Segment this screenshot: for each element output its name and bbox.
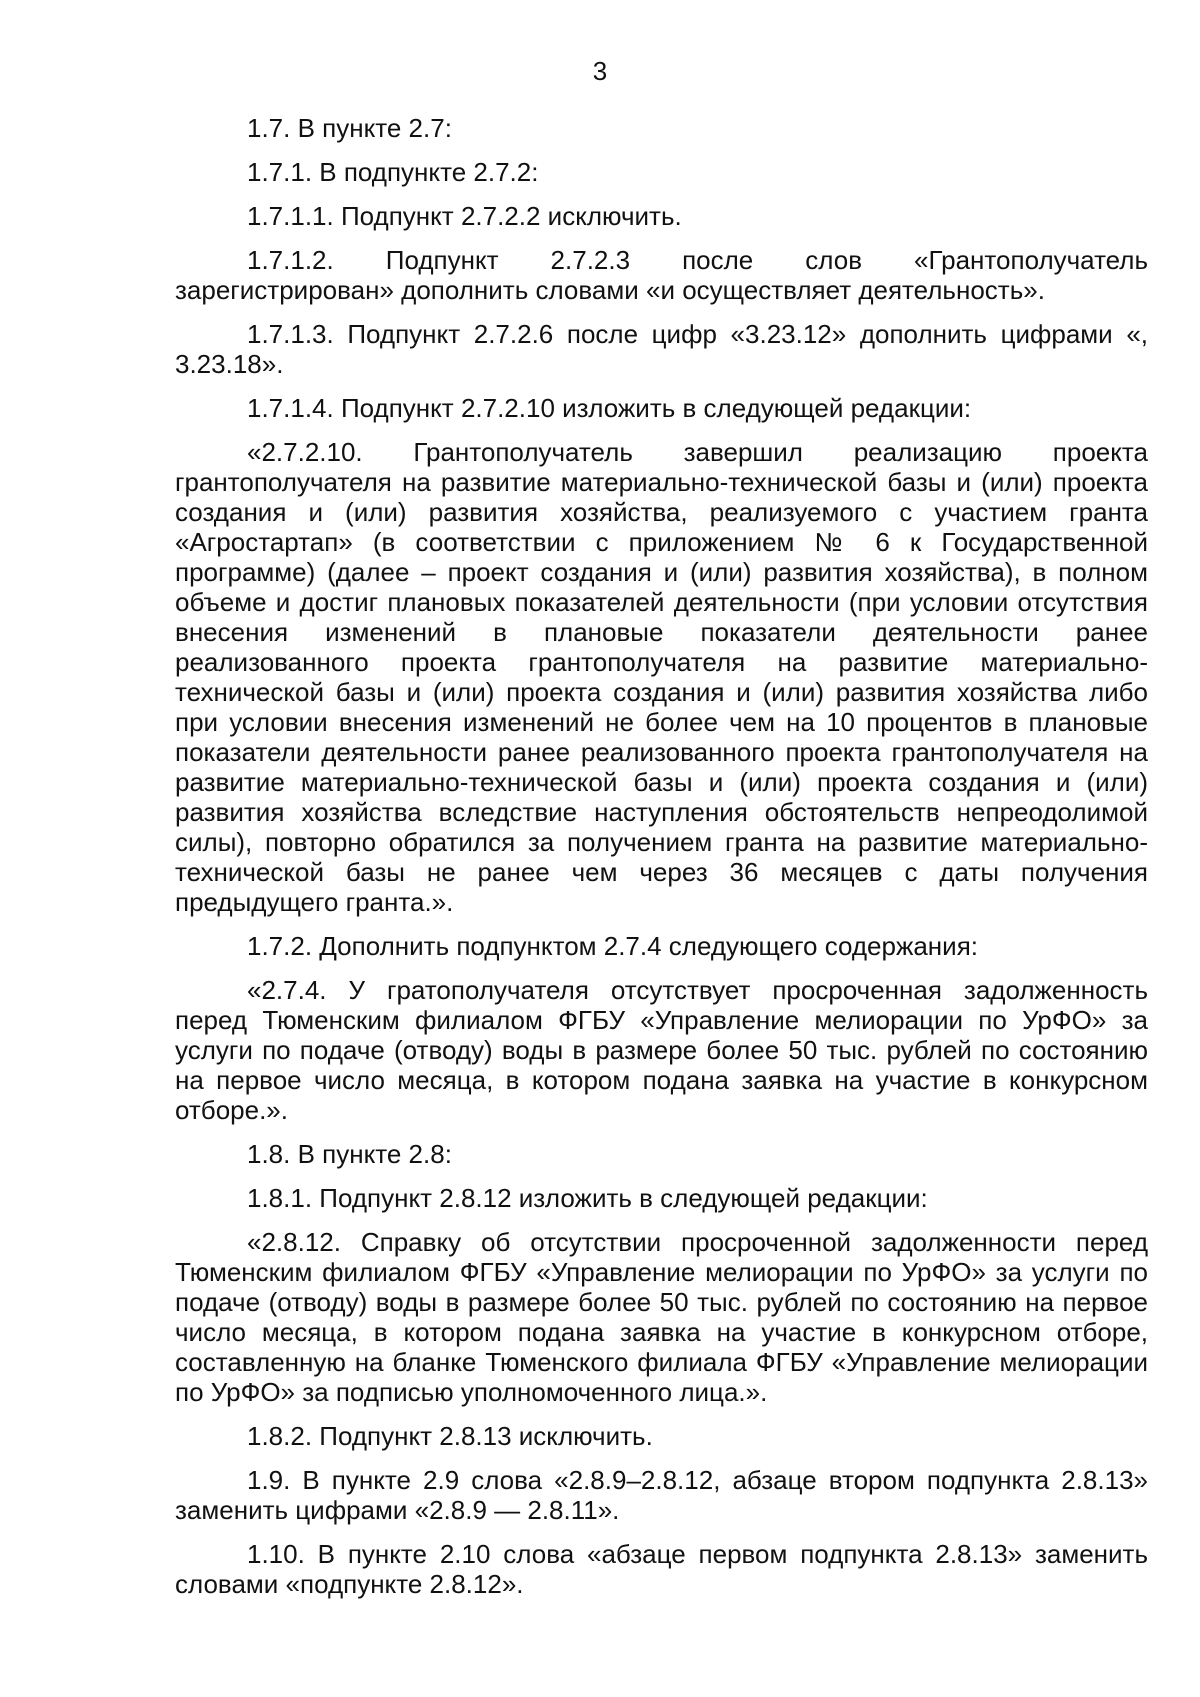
page-number: 3 — [592, 56, 608, 86]
paragraph-1-7-1-1: 1.7.1.1. Подпункт 2.7.2.2 исключить. — [247, 201, 682, 231]
paragraph-1-8-1: 1.8.1. Подпункт 2.8.12 изложить в следующей редакции: — [247, 1183, 928, 1213]
paragraph-1-8: 1.8. В пункте 2.8: — [247, 1139, 452, 1169]
paragraph-2-7-2-10-text: «2.7.2.10. Грантополучатель завершил реализацию проекта грантополучателя на развитие материально-технической базы и (или) проекта создания и (или) развития хозяйства, реализуемого с участием гранта «Агростартап» (в соответствии с приложением № 6 к Государственной программе) (далее – проект создания и (или) развития хозяйства), в полном объеме и достиг плановых показателей деятельности (при условии отсутствия внесения изменений в плановые показатели деятельности ранее реализованного проекта грантополучателя на развитие материально-технической базы и (или) проекта создания и (или) развития хозяйства либо при условии внесения изменений не более чем на 10 процентов в плановые показатели деятельности ранее реализованного проекта грантополучателя на развитие материально-технической базы и (или) проекта создания и (или) развития хозяйства вследствие наступления обстоятельств непреодолимой силы), повторно обратился за получением гранта на развитие материально-технической базы не ранее чем через 36 месяцев с даты получения предыдущего гранта.». — [175, 437, 1148, 917]
paragraph-1-8-2: 1.8.2. Подпункт 2.8.13 исключить. — [247, 1421, 653, 1451]
paragraph-2-8-12-text: «2.8.12. Справку об отсутствии просроченной задолженности перед Тюменским филиалом ФГБУ «Управление мелиорации по УрФО» за услуги по подаче (отводу) воды в размере более 50 тыс. рублей по состоянию на первое число месяца, в котором подана заявка на участие в конкурсном отборе, составленную на бланке Тюменского филиала ФГБУ «Управление мелиорации по УрФО» за подписью уполномоченного лица.». — [175, 1227, 1148, 1407]
paragraph-1-7-1-2: 1.7.1.2. Подпункт 2.7.2.3 после слов «Грантополучатель зарегистрирован» дополнить словами «и осуществляет деятельность». — [175, 245, 1148, 305]
paragraph-1-7-1: 1.7.1. В подпункте 2.7.2: — [247, 157, 539, 187]
paragraph-1-7-1-4: 1.7.1.4. Подпункт 2.7.2.10 изложить в следующей редакции: — [247, 393, 972, 423]
paragraph-1-7-1-3: 1.7.1.3. Подпункт 2.7.2.6 после цифр «3.23.12» дополнить цифрами «, 3.23.18». — [175, 319, 1148, 379]
document-body — [175, 113, 1148, 1613]
paragraph-1-9: 1.9. В пункте 2.9 слова «2.8.9–2.8.12, абзаце втором подпункта 2.8.13» заменить цифрами «2.8.9 — 2.8.11». — [175, 1465, 1148, 1525]
paragraph-2-7-4-text: «2.7.4. У гратополучателя отсутствует просроченная задолженность перед Тюменским филиалом ФГБУ «Управление мелиорации по УрФО» за услуги по подаче (отводу) воды в размере более 50 тыс. рублей по состоянию на первое число месяца, в котором подана заявка на участие в конкурсном отборе.». — [175, 975, 1148, 1125]
paragraph-1-7-2: 1.7.2. Дополнить подпунктом 2.7.4 следующего содержания: — [247, 931, 978, 961]
paragraph-1-10: 1.10. В пункте 2.10 слова «абзаце первом подпункта 2.8.13» заменить словами «подпункте 2.8.12». — [175, 1539, 1148, 1599]
paragraph-1-7: 1.7. В пункте 2.7: — [247, 113, 452, 143]
